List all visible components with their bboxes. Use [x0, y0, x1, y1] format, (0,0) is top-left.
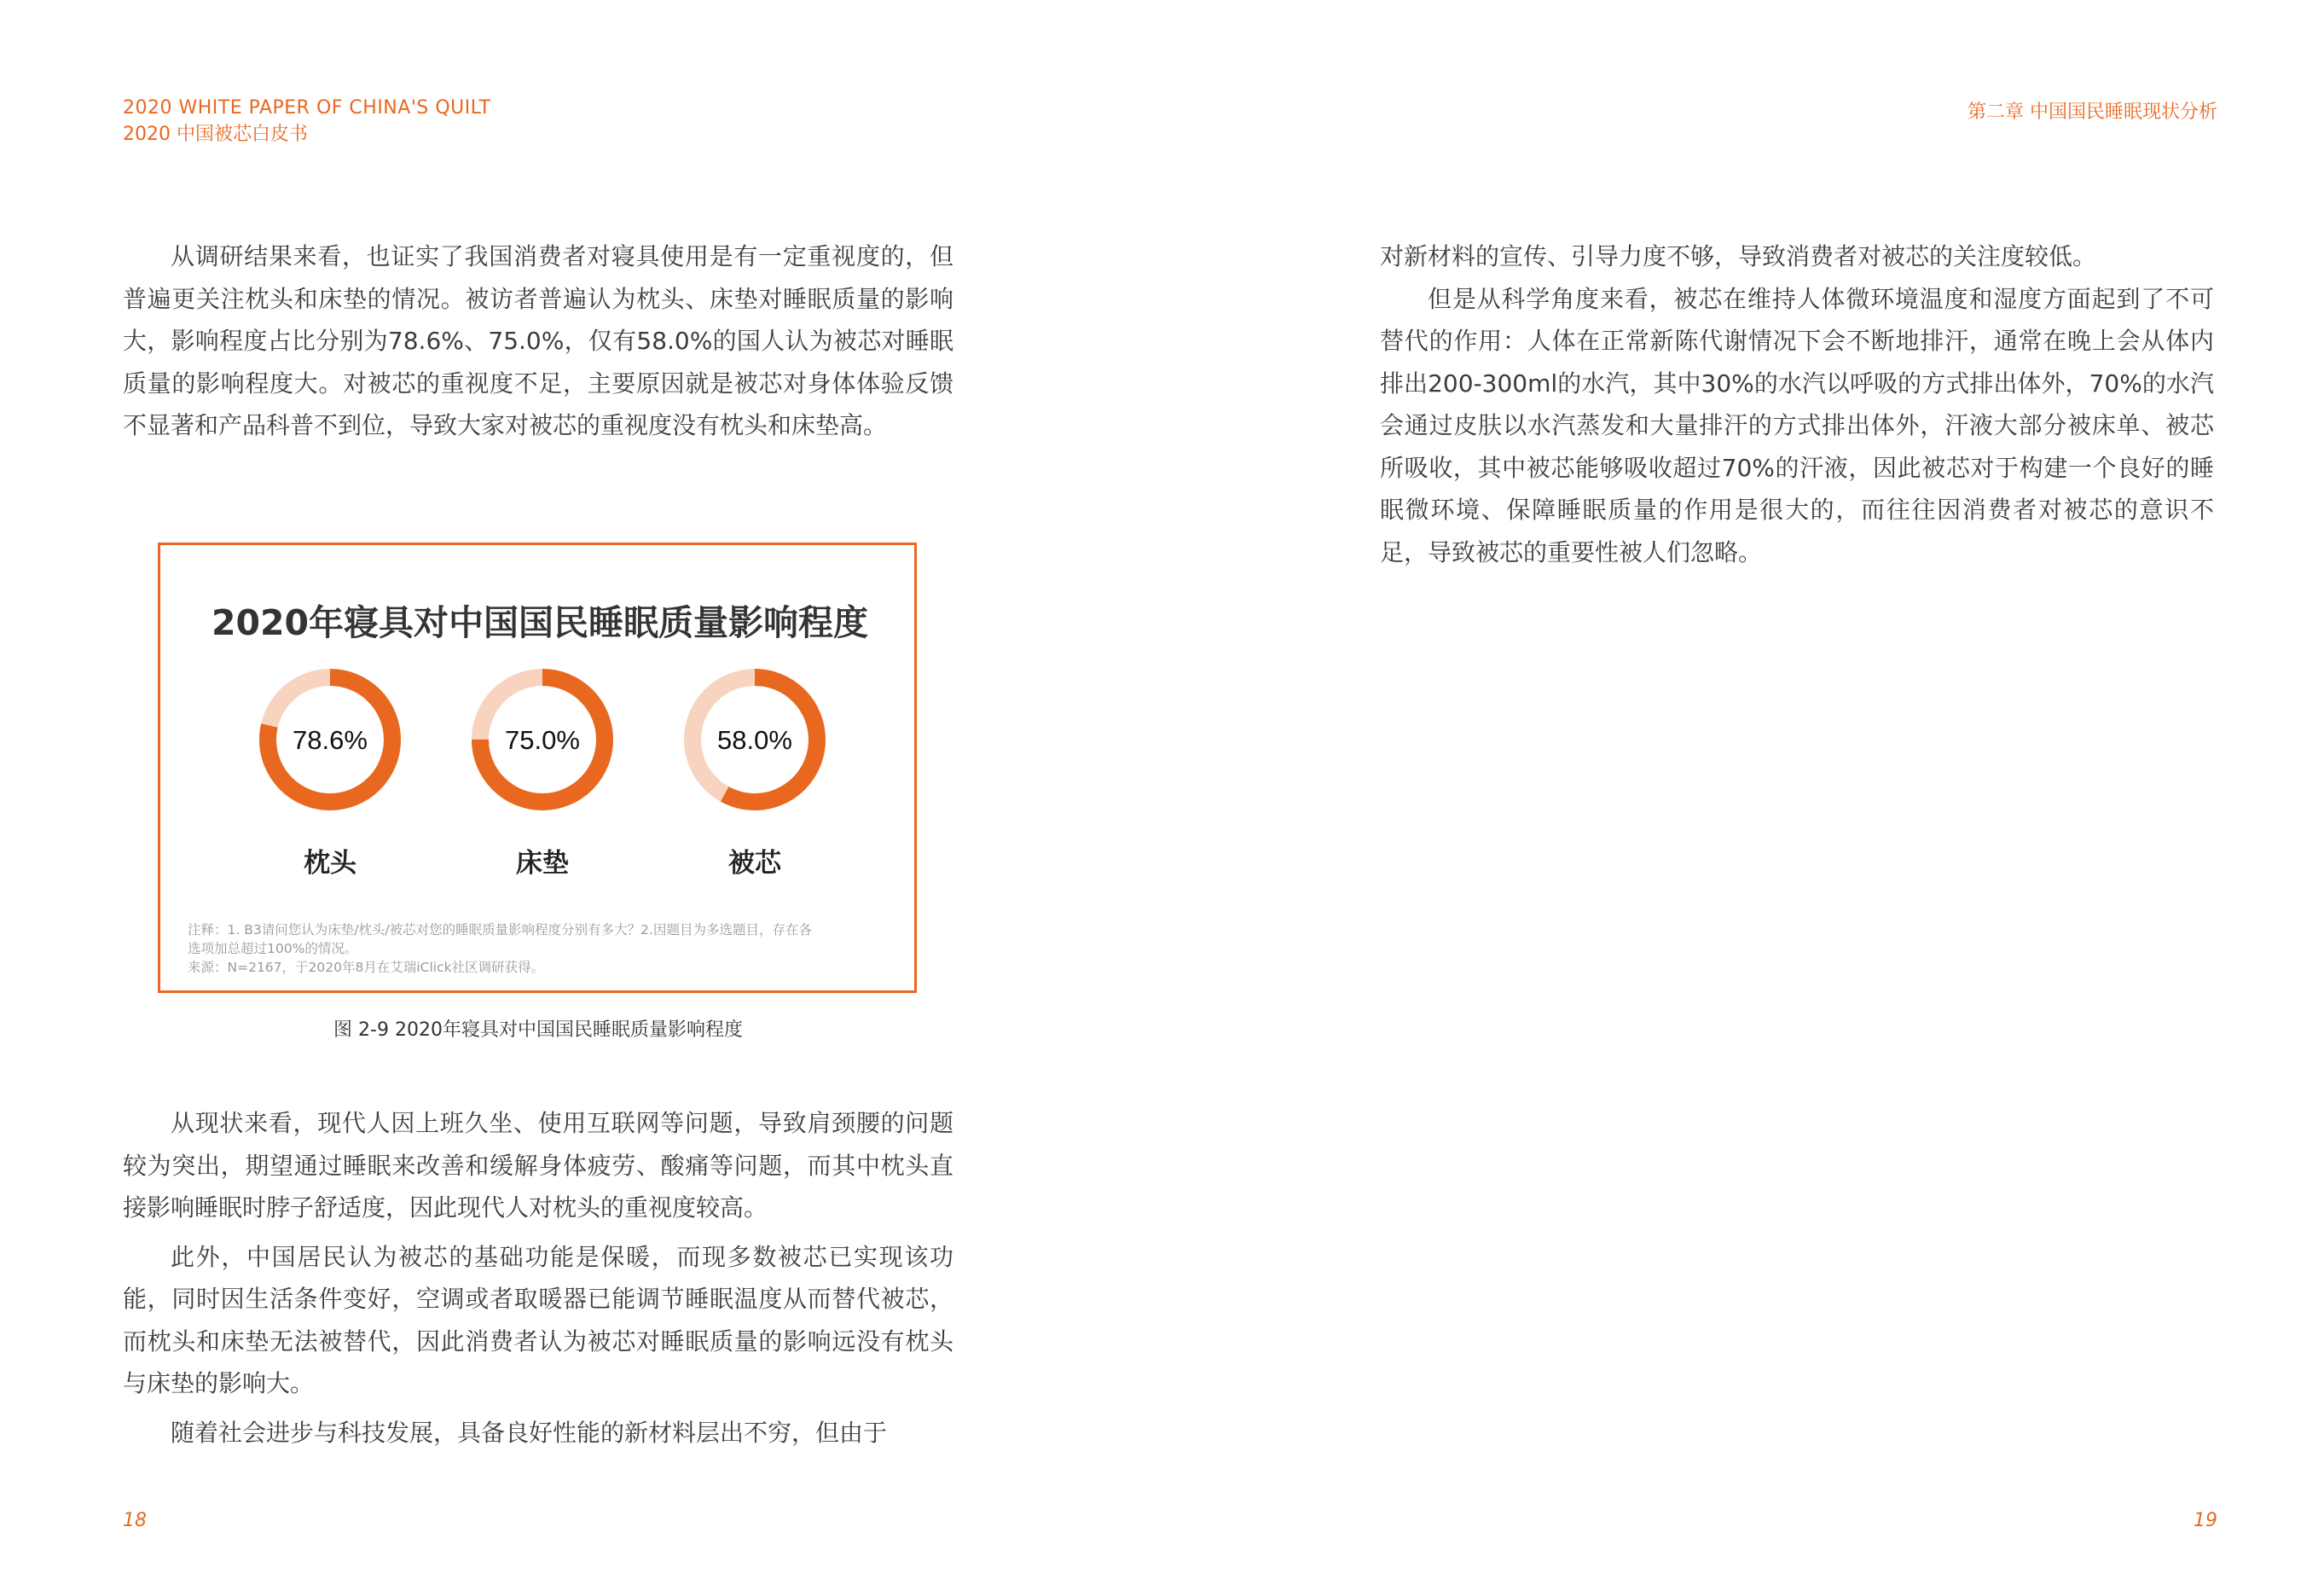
donut-label-quilt: 被芯	[728, 848, 781, 879]
left-body-top	[123, 235, 953, 447]
figure-chart	[158, 543, 917, 993]
paragraph: 此外，中国居民认为被芯的基础功能是保暖，而现多数被芯已实现该功能，同时因生活条件变好，空调或者取暖器已能调节睡眠温度从而替代被芯，而枕头和床垫无法被替代，因此消费者认为被芯对睡眠质量的影响远没有枕头与床垫的影响大。	[123, 1242, 953, 1397]
note-line-2: 选项加总超过100%的情况。	[188, 941, 358, 956]
header-title-cn: 2020 中国被芯白皮书	[123, 124, 308, 145]
right-body	[1380, 235, 2214, 573]
paragraph: 随着社会进步与科技发展，具备良好性能的新材料层出不穷，但由于	[171, 1418, 888, 1447]
paragraph: 对新材料的宣传、引导力度不够，导致消费者对被芯的关注度较低。	[1380, 242, 2097, 270]
chart-note	[188, 920, 904, 977]
donut-value-2: 58.0%	[717, 725, 792, 755]
page-number-left: 18	[123, 1510, 147, 1531]
header-title-en: 2020 WHITE PAPER OF CHINA'S QUILT	[123, 97, 491, 119]
left-body-bottom	[123, 1102, 953, 1460]
note-source: 来源：N=2167，于2020年8月在艾瑞iClick社区调研获得。	[188, 960, 545, 975]
donut-label-mattress: 床垫	[516, 848, 569, 879]
paragraph: 从现状来看，现代人因上班久坐、使用互联网等问题，导致肩颈腰的问题较为突出，期望通过睡眠来改善和缓解身体疲劳、酸痛等问题，而其中枕头直接影响睡眠时脖子舒适度，因此现代人对枕头的重视度较高。	[123, 1109, 953, 1222]
donut-value-1: 75.0%	[505, 725, 580, 755]
chapter-title: 第二章 中国国民睡眠现状分析	[1968, 102, 2217, 123]
chart-title: 2020年寝具对中国国民睡眠质量影响程度	[211, 602, 869, 643]
donut-value-0: 78.6%	[293, 725, 368, 755]
donut-label-pillow: 枕头	[304, 848, 356, 879]
figure-caption: 图 2-9 2020年寝具对中国国民睡眠质量影响程度	[333, 1019, 743, 1041]
note-line-1: 注释：1. B3请问您认为床垫/枕头/被芯对您的睡眠质量影响程度分别有多大？2.因题目为多选题目，存在各	[188, 922, 812, 938]
paragraph: 从调研结果来看，也证实了我国消费者对寝具使用是有一定重视度的，但普遍更关注枕头和床垫的情况。被访者普遍认为枕头、床垫对睡眠质量的影响大，影响程度占比分别为78.6%、75.0%，仅有58.0%的国人认为被芯对睡眠质量的影响程度大。对被芯的重视度不足，主要原因就是被芯对身体体验反馈不显著和产品科普不到位，导致大家对被芯的重视度没有枕头和床垫高。	[123, 242, 953, 439]
page-number-right: 19	[2194, 1510, 2217, 1531]
paragraph: 但是从科学角度来看，被芯在维持人体微环境温度和湿度方面起到了不可替代的作用：人体在正常新陈代谢情况下会不断地排汗，通常在晚上会从体内排出200-300ml的水汽，其中30%的水汽以呼吸的方式排出体外，70%的水汽会通过皮肤以水汽蒸发和大量排汗的方式排出体外，汗液大部分被床单、被芯所吸收，其中被芯能够吸收超过70%的汗液，因此被芯对于构建一个良好的睡眠微环境、保障睡眠质量的作用是很大的，而往往因消费者对被芯的意识不足，导致被芯的重要性被人们忽略。	[1380, 284, 2214, 566]
